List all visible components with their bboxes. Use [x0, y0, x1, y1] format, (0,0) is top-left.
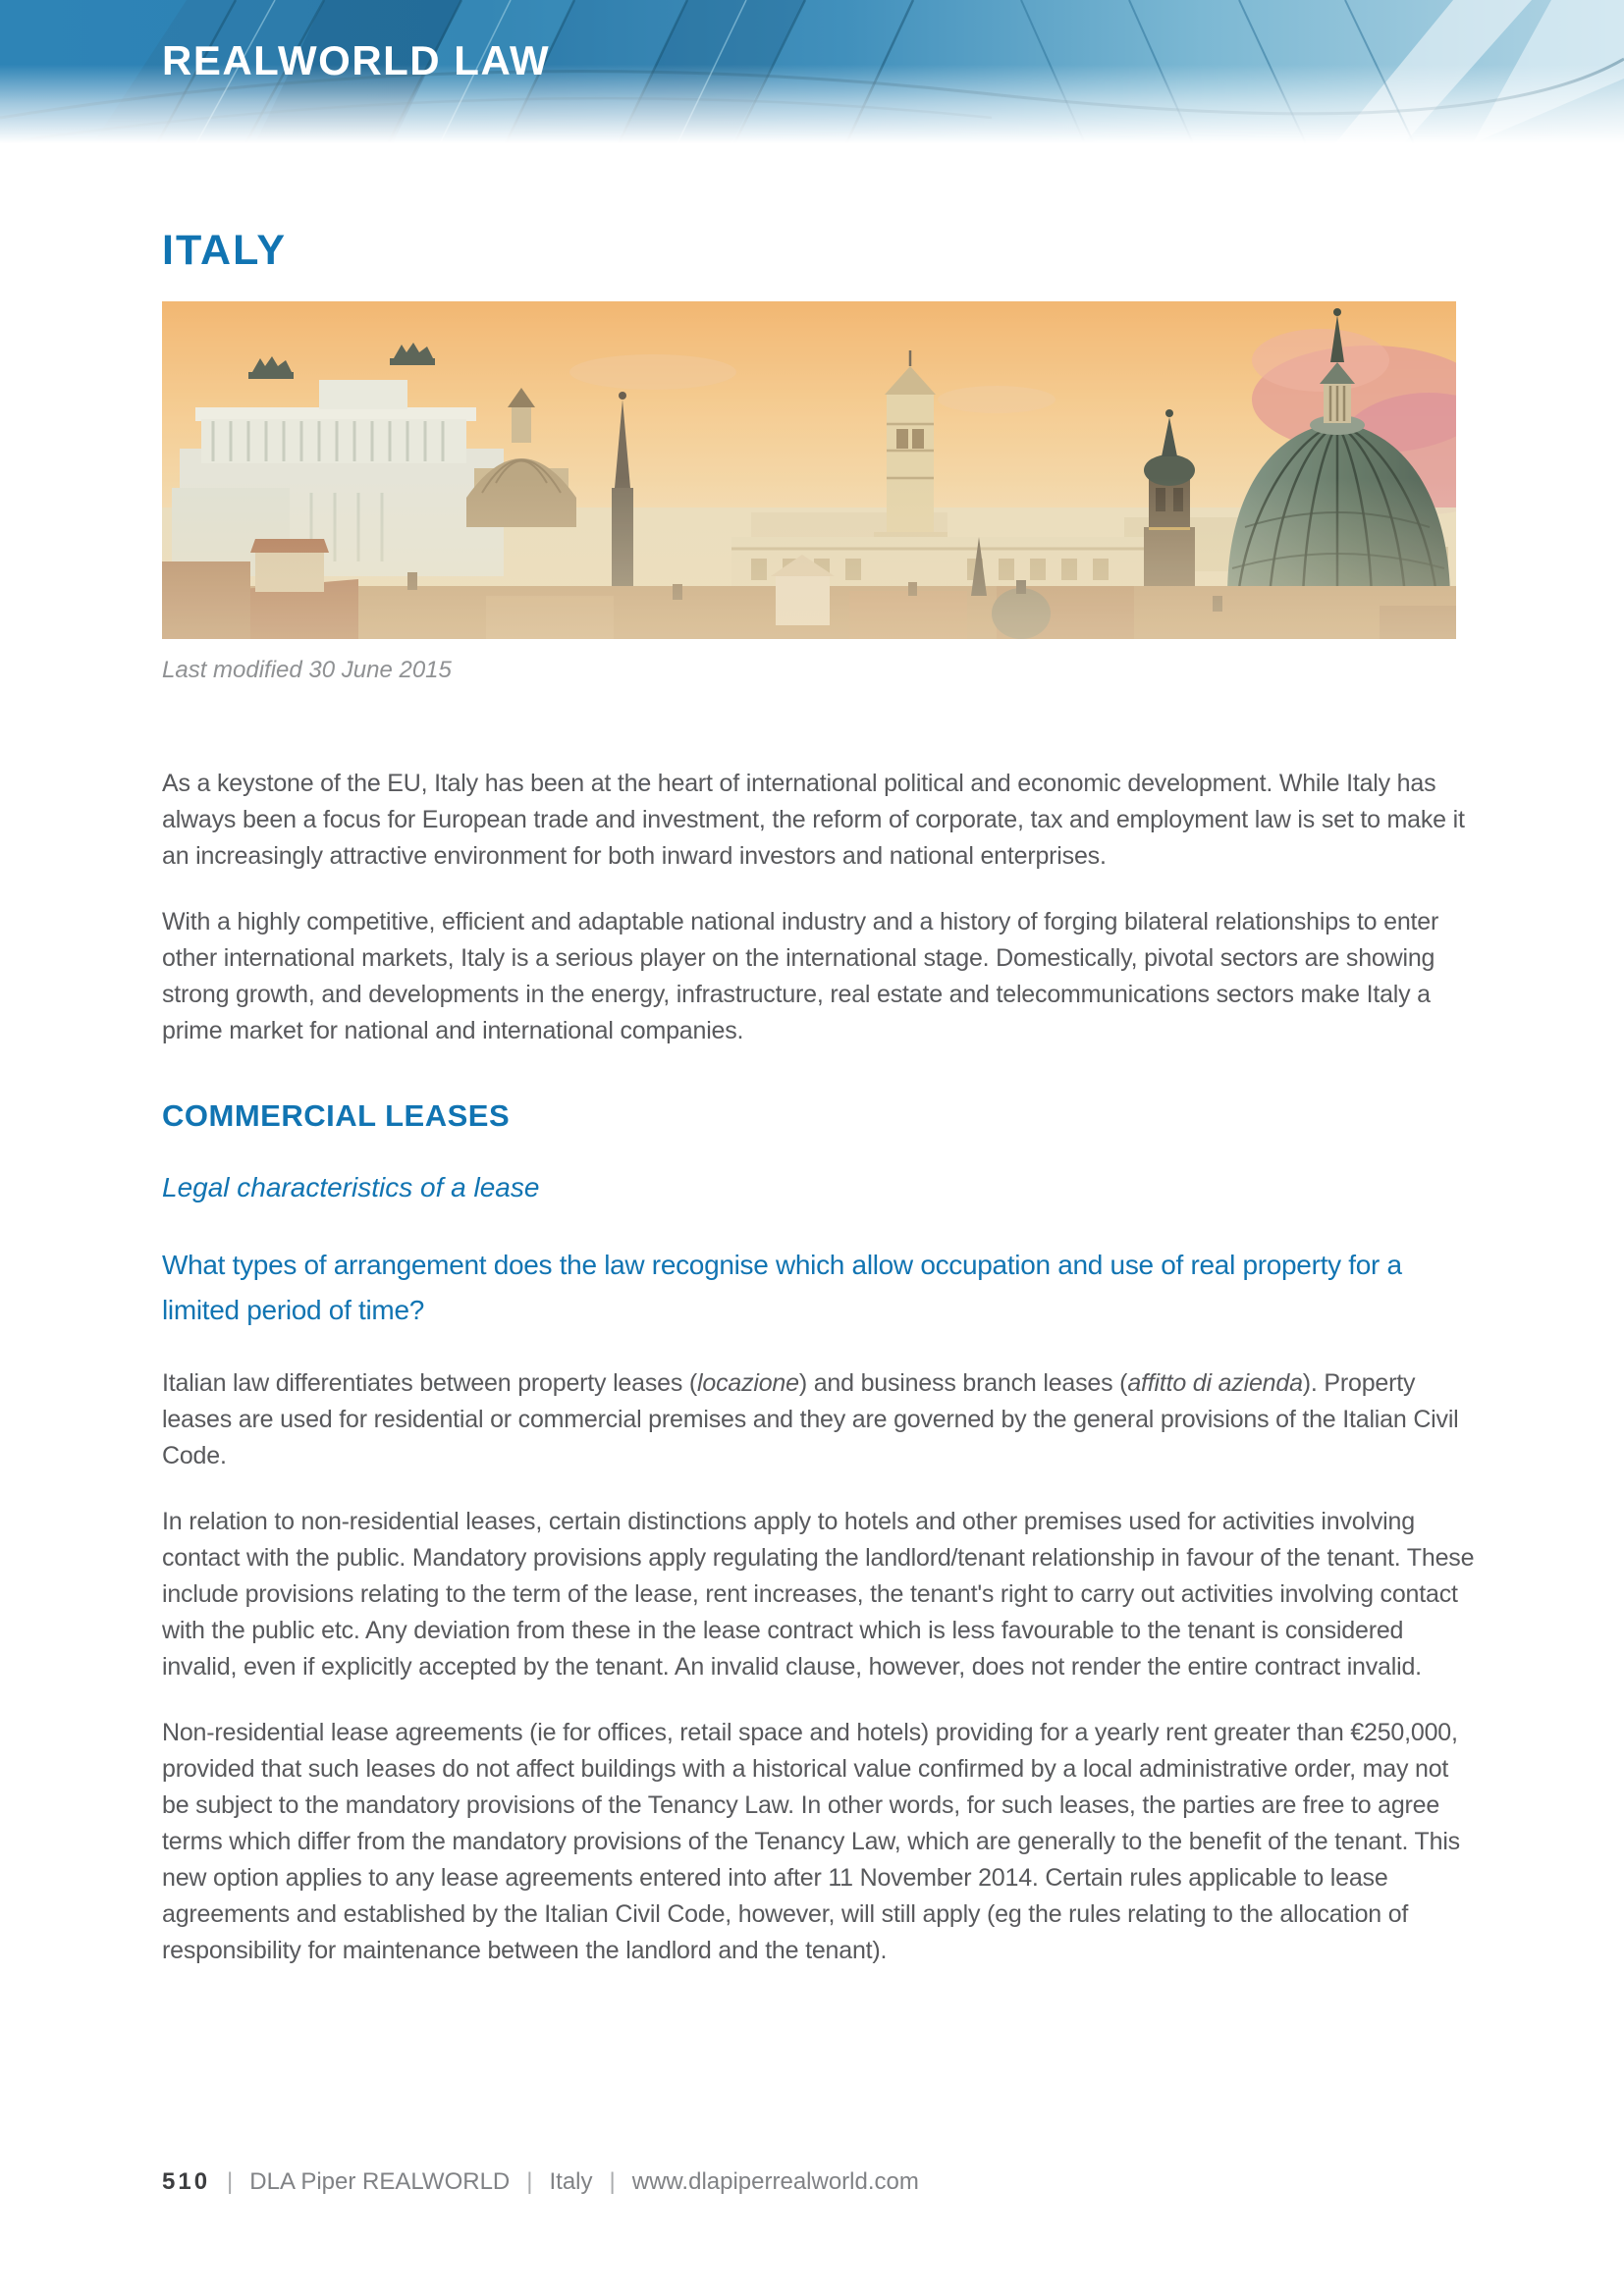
italic-term: affitto di azienda: [1127, 1369, 1303, 1397]
intro-section: [162, 766, 1479, 1049]
photo-caption: Last modified 30 June 2015: [162, 657, 452, 683]
subsection-heading-legal-characteristics: Legal characteristics of a lease: [162, 1172, 540, 1202]
answer-paragraph: In relation to non-residential leases, certain distinctions apply to hotels and other premises used for activities involving contact with the public. Mandatory provisions apply regulating the landlord/tenant relationship in favour of the tenant. These include provisions relating to the term of the lease, rent increases, the tenant's right to carry out activities involving contact with the public etc. Any deviation from these in the lease contract which is less favourable to the tenant is considered invalid, even if explicitly accepted by the tenant. An invalid clause, however, does not render the entire contract invalid.: [162, 1508, 1475, 1681]
question-heading: What types of arrangement does the law recognise which allow occupation and use of real property for a limited period of time?: [162, 1250, 1402, 1325]
footer-separator: |: [526, 2168, 533, 2195]
answer-section: [162, 1365, 1479, 1969]
header-banner: [0, 0, 1624, 143]
intro-paragraph: With a highly competitive, efficient and adaptable national industry and a history of forging bilateral relationships to enter other international markets, Italy is a serious player on the international stage. Domestically, pivotal sectors are showing strong growth, and developments in the energy, infrastructure, real estate and telecommunications sectors make Italy a prime market for national and international companies.: [162, 908, 1439, 1044]
answer-paragraph: Non-residential lease agreements (ie for offices, retail space and hotels) providing for a yearly rent greater than €250,000, provided that such leases do not affect buildings with a historical value confirmed by a local administrative order, may not be subject to the mandatory provisions of the Tenancy Law. In other words, for such leases, the parties are free to agree terms which differ from the mandatory provisions of the Tenancy Law, which are generally to the benefit of the tenant. This new option applies to any lease agreements entered into after 11 November 2014. Certain rules applicable to lease agreements and established by the Italian Civil Code, however, will still apply (eg the rules relating to the allocation of responsibility for maintenance between the landlord and the tenant).: [162, 1719, 1460, 1964]
page-footer: [162, 2168, 919, 2196]
page-title: ITALY: [162, 227, 288, 274]
section-heading-commercial-leases: COMMERCIAL LEASES: [162, 1098, 511, 1133]
footer-separator: |: [227, 2168, 234, 2195]
footer-country: Italy: [549, 2168, 593, 2195]
intro-paragraph: As a keystone of the EU, Italy has been at the heart of international political and economic development. While Italy has always been a focus for European trade and investment, the reform of corporate, tax and employment law is set to make it an increasingly attractive environment for both inward investors and national enterprises.: [162, 770, 1465, 870]
brand-title: REALWORLD LAW: [162, 37, 551, 83]
rome-skyline-photo: [162, 301, 1456, 639]
footer-publication: DLA Piper REALWORLD: [249, 2168, 511, 2195]
footer-website: www.dlapiperrealworld.com: [631, 2168, 919, 2195]
footer-separator: |: [609, 2168, 616, 2195]
page-number: 510: [162, 2168, 211, 2195]
answer-paragraph: Italian law differentiates between property leases (locazione) and business branch leases (affitto di azienda). Property leases are used for residential or commercial premises and they are governed by the general provisions of the Italian Civil Code.: [162, 1369, 1459, 1469]
page-content: [162, 143, 1479, 1999]
italic-term: locazione: [697, 1369, 799, 1397]
